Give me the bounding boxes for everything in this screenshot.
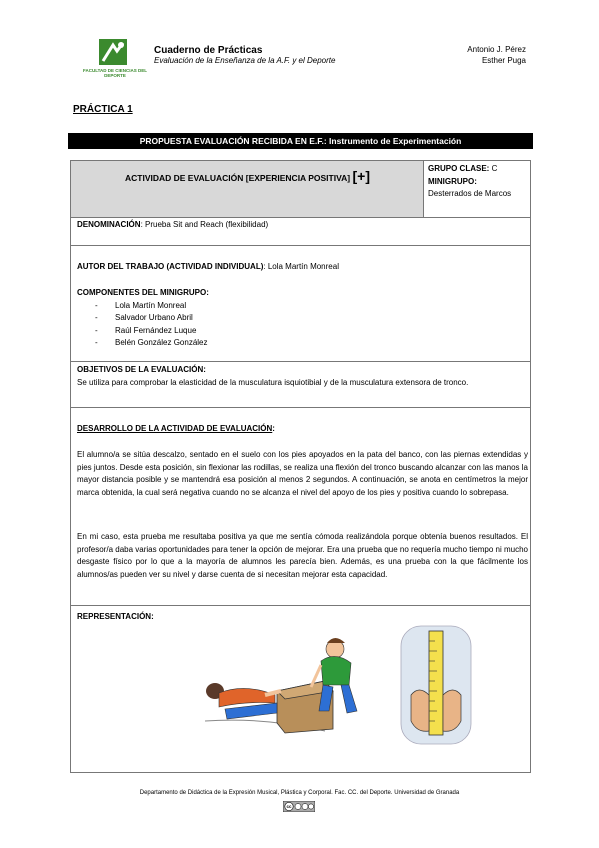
denomination-row bbox=[77, 219, 526, 232]
objectives-label: OBJETIVOS DE LA EVALUACIÓN: bbox=[77, 365, 206, 374]
practice-title: PRÁCTICA 1 bbox=[73, 104, 133, 115]
activity-title bbox=[71, 161, 424, 191]
member-item: - Belén González González bbox=[77, 337, 526, 350]
cc-text: cc bbox=[286, 804, 292, 810]
notebook-subtitle: Evaluación de la Enseñanza de la A.F. y el Deporte bbox=[154, 56, 336, 65]
member-item: - Raúl Fernández Luque bbox=[77, 325, 526, 338]
member-item: - Lola Martín Monreal bbox=[77, 300, 526, 313]
member-item: - Salvador Urbano Abril bbox=[77, 312, 526, 325]
author-label: AUTOR DEL TRABAJO (ACTIVIDAD INDIVIDUAL) bbox=[77, 262, 264, 271]
development-paragraph-1: El alumno/a se sitúa descalzo, sentado en el suelo con los pies apoyados en la pata del banco, con las piernas extendidas y pies juntos. Desde esta posición, sin flexionar las rodillas, se realiza una flexión del tronco buscando alcanzar con las manos la mayor distancia posible y se mantendrá esa posición al menos 2 segundos. A continuación, se anota en centímetros la mejor marca obtenida, la cual será negativa cuando no se alcanza el nivel del apoyo de los pies y positiva cuando lo sobrepasa. bbox=[77, 450, 528, 497]
evaluation-table bbox=[70, 160, 531, 773]
group-info bbox=[428, 163, 528, 201]
logo-text: FACULTAD DE CIENCIAS DEL DEPORTE bbox=[82, 68, 148, 78]
denomination-label: DENOMINACIÓN bbox=[77, 220, 141, 229]
denomination-value: : Prueba Sit and Reach (flexibilidad) bbox=[140, 220, 269, 229]
author-name-1: Antonio J. Pérez bbox=[467, 45, 526, 54]
group-label: GRUPO CLASE: bbox=[428, 164, 490, 173]
activity-title-text: ACTIVIDAD DE EVALUACIÓN [EXPERIENCIA POSITIVA] bbox=[125, 173, 351, 183]
proposal-bar: PROPUESTA EVALUACIÓN RECIBIDA EN E.F.: Instrumento de Experimentación bbox=[68, 133, 533, 149]
representation-label: REPRESENTACIÓN: bbox=[77, 612, 154, 621]
objectives-row bbox=[77, 364, 528, 389]
members-label: COMPONENTES DEL MINIGRUPO: bbox=[77, 288, 209, 297]
creative-commons-badge bbox=[283, 799, 315, 810]
sit-and-reach-illustration bbox=[205, 621, 495, 746]
objectives-text: Se utiliza para comprobar la elasticidad de la musculatura isquiotibial y de la musculatura extensora de tronco. bbox=[77, 377, 469, 387]
minigroup-label: MINIGRUPO: bbox=[428, 176, 477, 186]
development-label: DESARROLLO DE LA ACTIVIDAD DE EVALUACIÓN: bbox=[77, 424, 275, 433]
minigroup-value: Desterrados de Marcos bbox=[428, 189, 512, 198]
notebook-title: Cuaderno de Prácticas bbox=[154, 45, 263, 56]
development-paragraph-2: En mi caso, esta prueba me resultaba positiva ya que me sentía cómoda realizándola porque obtenía buenos resultados. El profesor/a daba varias oportunidades para tener la opción de mejorar. Era una prueba que no requería mucho tiempo ni mucho desgaste físico por lo que a la mayoría de alumnos les parecía bien. Además, es una prueba con la que fácilmente los alumnos/as pueden ver su nivel y darse cuenta de si necesitan mejorar esta capacidad. bbox=[77, 532, 528, 579]
author-row bbox=[77, 261, 526, 274]
footer-text: Departamento de Didáctica de la Expresión Musical, Plástica y Corporal. Fac. CC. del Deporte. Universidad de Granada bbox=[139, 790, 460, 796]
author-value: : Lola Martín Monreal bbox=[263, 262, 339, 271]
members-list bbox=[77, 300, 526, 350]
author-name-2: Esther Puga bbox=[481, 56, 526, 65]
members-section bbox=[77, 287, 526, 350]
group-value: C bbox=[491, 164, 498, 173]
positive-mark: [+] bbox=[352, 168, 370, 184]
